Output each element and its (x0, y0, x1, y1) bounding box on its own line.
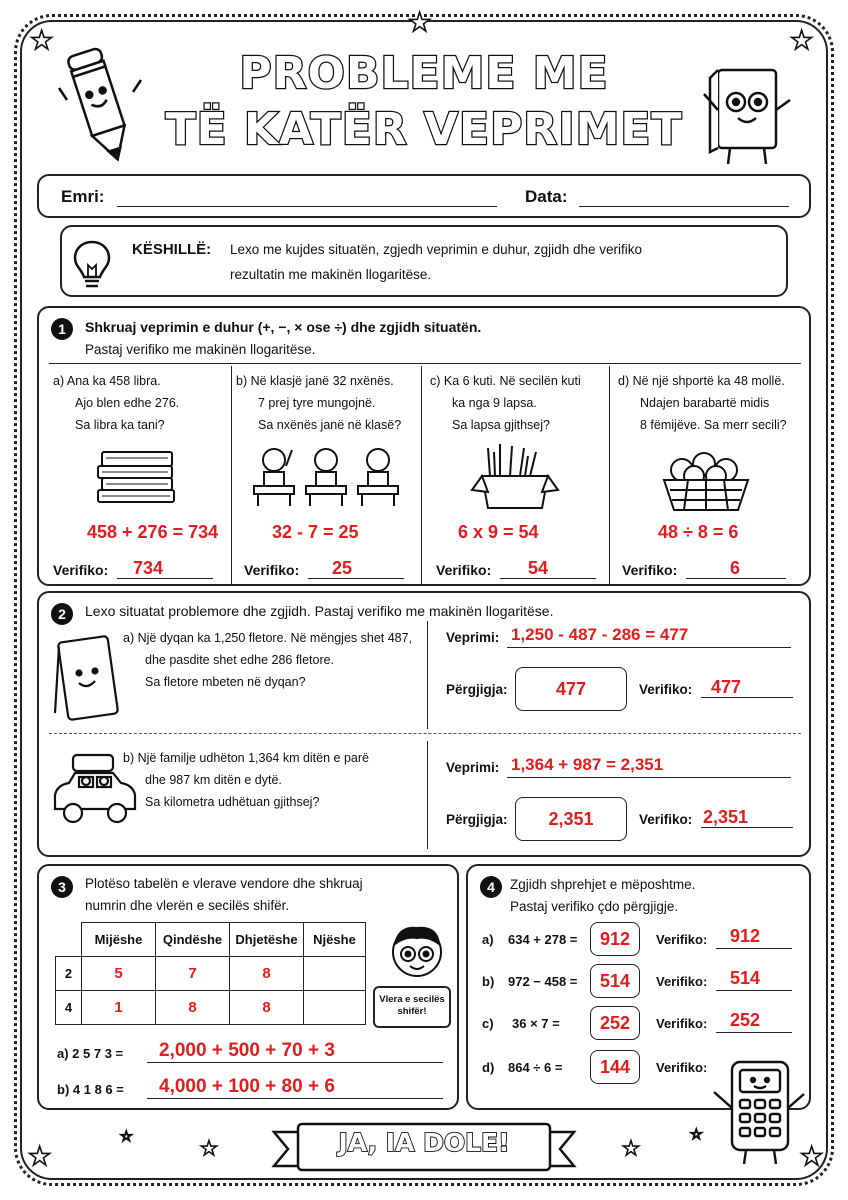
verify-label: Verifiko: (656, 1060, 708, 1075)
problem-text: b) Në klasjë janë 32 nxënës. (236, 374, 394, 388)
operation-line (507, 647, 791, 648)
item-expression: 634 + 278 = (508, 932, 578, 947)
problem-text: ka nga 9 lapsa. (452, 396, 537, 410)
calculator-mascot-icon (706, 1058, 812, 1170)
divider (427, 741, 428, 849)
expanded-line (147, 1062, 443, 1063)
item-expression: 972 − 458 = (508, 974, 578, 989)
answer-box[interactable] (590, 1006, 640, 1040)
star-icon: ★ (408, 8, 432, 38)
answer-value: 912 (599, 928, 631, 949)
books-stack-icon (94, 446, 179, 506)
item-label: c) (482, 1016, 494, 1031)
table-cell[interactable]: 8 (230, 991, 304, 1025)
row-label: 2 (56, 957, 82, 991)
answer-label: Përgjigja: (446, 682, 508, 697)
date-label: Data: (525, 187, 568, 206)
star-icon: ☆ (120, 1129, 133, 1145)
problem-1d (610, 366, 810, 584)
answer-label: Përgjigja: (446, 812, 508, 827)
verify-label: Verifiko: (622, 562, 678, 578)
verify-line (716, 1032, 792, 1033)
name-date-box (37, 174, 811, 218)
lightbulb-icon (72, 239, 112, 291)
verify-label: Verifiko: (639, 682, 693, 697)
answer-box[interactable] (590, 922, 640, 956)
verify-label: Verifiko: (53, 562, 109, 578)
verify-answer[interactable]: 6 (730, 558, 741, 578)
date-field[interactable] (579, 206, 789, 207)
verify-label: Verifiko: (656, 932, 708, 947)
problem-text: Ajo blen edhe 276. (75, 396, 180, 410)
table-cell[interactable] (304, 991, 366, 1025)
problem-text: 8 fëmijëve. Sa merr secili? (640, 418, 787, 432)
table-header-row (56, 923, 366, 957)
expanded-line (147, 1098, 443, 1099)
verify-answer[interactable]: 912 (730, 926, 761, 946)
verify-answer[interactable]: 734 (133, 558, 164, 578)
verify-answer[interactable]: 252 (730, 1010, 761, 1030)
item-expression: 864 ÷ 6 = (508, 1060, 563, 1075)
table-cell[interactable]: 5 (82, 957, 156, 991)
answer-operation[interactable]: 458 + 276 = 734 (87, 522, 219, 542)
verify-line (308, 578, 404, 579)
section-1-number: 1 (51, 318, 73, 340)
divider (427, 621, 428, 729)
operation-answer[interactable]: 1,364 + 987 = 2,351 (511, 755, 664, 774)
section-4-title-2: Pastaj verifiko çdo përgjigje. (510, 899, 679, 914)
answer-box[interactable] (515, 797, 627, 841)
problem-text: a) Ana ka 458 libra. (53, 374, 161, 388)
problem-text: Sa libra ka tani? (75, 418, 165, 432)
problem-1c (422, 366, 610, 584)
item-expression: 36 × 7 = (512, 1016, 560, 1031)
section-2-number: 2 (51, 603, 73, 625)
verify-label: Verifiko: (656, 974, 708, 989)
problem-text: Sa lapsa gjithsej? (452, 418, 550, 432)
star-icon: ★ (622, 1136, 640, 1160)
table-row (56, 957, 366, 991)
section-3 (37, 864, 459, 1110)
operation-line (507, 777, 791, 778)
section-3-number: 3 (51, 876, 73, 898)
answer-box[interactable] (590, 964, 640, 998)
table-header: Qindëshe (156, 923, 230, 957)
problem-text: d) Në një shportë ka 48 mollë. (618, 374, 785, 388)
section-3-title-2: numrin dhe vlerën e secilës shifër. (85, 898, 290, 913)
footer-banner-text: JA, IA DOLE! (338, 1128, 510, 1157)
expression-row (468, 1006, 813, 1052)
problem-text: 7 prej tyre mungojnë. (258, 396, 376, 410)
expanded-label-a: a) 2 5 7 3 = (57, 1046, 124, 1061)
star-icon: ★ (200, 1136, 218, 1160)
tip-text-2: rezultatin me makinën llogaritëse. (230, 267, 432, 282)
answer-operation[interactable]: 48 ÷ 8 = 6 (658, 522, 739, 542)
expression-row (468, 964, 813, 1010)
verify-answer[interactable]: 25 (332, 558, 353, 578)
row-label: 4 (56, 991, 82, 1025)
operation-answer[interactable]: 1,250 - 487 - 286 = 477 (511, 625, 689, 644)
verify-answer[interactable]: 2,351 (703, 807, 749, 827)
problem-text: Sa nxënës janë në klasë? (258, 418, 402, 432)
section-1-subtitle: Pastaj verifiko me makinën llogaritëse. (85, 342, 316, 357)
expanded-answer-a[interactable]: 2,000 + 500 + 70 + 3 (159, 1040, 335, 1061)
name-field[interactable] (117, 206, 497, 207)
section-2 (37, 591, 811, 857)
verify-label: Verifiko: (639, 812, 693, 827)
star-icon: ★ (800, 1142, 824, 1172)
title-line-2: TË KATËR VEPRIMET (165, 104, 683, 155)
operation-label: Veprimi: (446, 760, 500, 775)
problem-1a (39, 366, 232, 584)
answer-value: 477 (555, 678, 587, 699)
tip-label: KËSHILLË: (132, 241, 212, 258)
problem-text: Sa fletore mbeten në dyqan? (145, 675, 306, 689)
section-2-title: Lexo situatat problemore dhe zgjidh. Pastaj verifiko me makinën llogaritëse. (85, 603, 554, 619)
problem-text: dhe 987 km ditën e dytë. (145, 773, 282, 787)
apple-basket-icon (658, 446, 754, 512)
answer-value: 2,351 (548, 808, 594, 829)
verify-line (716, 948, 792, 949)
problem-text: b) Një familje udhëton 1,364 km ditën e parë (123, 751, 369, 765)
section-4-title-1: Zgjidh shprehjet e mëposhtme. (510, 877, 696, 892)
problem-1b (232, 366, 422, 584)
section-1-title: Shkruaj veprimin e duhur (+, −, × ose ÷) dhe zgjidh situatën. (85, 319, 482, 335)
section-4-number: 4 (480, 876, 502, 898)
verify-answer[interactable]: 54 (528, 558, 549, 578)
item-label: a) (482, 932, 494, 947)
title-line-1: PROBLEME ME (239, 48, 609, 99)
star-icon: ★ (790, 26, 814, 56)
answer-value: 514 (599, 970, 631, 991)
divider (49, 363, 801, 364)
verify-line (117, 578, 213, 579)
verify-label: Verifiko: (656, 1016, 708, 1031)
answer-value: 144 (599, 1056, 631, 1077)
table-corner (56, 923, 82, 957)
problem-text: a) Një dyqan ka 1,250 fletore. Në mëngjes shet 487, (123, 631, 413, 645)
expanded-label-b: b) 4 1 8 6 = (57, 1082, 124, 1097)
tip-box (60, 225, 788, 297)
divider (49, 733, 801, 734)
answer-box[interactable] (515, 667, 627, 711)
problem-text: Ndajen barabartë midis (640, 396, 770, 410)
operation-label: Veprimi: (446, 630, 500, 645)
table-cell[interactable]: 1 (82, 991, 156, 1025)
verify-answer[interactable]: 514 (730, 968, 761, 988)
place-value-table (55, 922, 366, 1025)
name-label: Emri: (61, 187, 105, 206)
section-1 (37, 306, 811, 586)
verify-line (716, 990, 792, 991)
verify-answer[interactable]: 477 (711, 677, 742, 697)
problem-text: dhe pasdite shet edhe 286 fletore. (145, 653, 335, 667)
table-header: Dhjetëshe (230, 923, 304, 957)
table-header: Mijëshe (82, 923, 156, 957)
section-3-title-1: Plotëso tabelën e vlerave vendore dhe shkruaj (85, 876, 363, 891)
tip-text-1: Lexo me kujdes situatën, zgjedh veprimin e duhur, zgjidh dhe verifiko (230, 242, 642, 257)
problem-text: c) Ka 6 kuti. Në secilën kuti (430, 374, 581, 388)
item-label: d) (482, 1060, 495, 1075)
boy-mascot-icon (379, 920, 455, 986)
star-icon: ★ (30, 26, 54, 56)
table-cell[interactable]: 7 (156, 957, 230, 991)
notebook-mascot-icon (49, 633, 119, 723)
answer-box[interactable] (590, 1050, 640, 1084)
table-header: Njëshe (304, 923, 366, 957)
pencil-box-icon (470, 442, 560, 512)
table-cell[interactable]: 8 (156, 991, 230, 1025)
table-row (56, 991, 366, 1025)
table-cell[interactable] (304, 957, 366, 991)
answer-operation[interactable]: 32 - 7 = 25 (272, 522, 359, 542)
expanded-answer-b[interactable]: 4,000 + 100 + 80 + 6 (159, 1076, 335, 1097)
answer-operation[interactable]: 6 x 9 = 54 (458, 522, 539, 542)
star-icon: ☆ (690, 1127, 703, 1143)
verify-label: Verifiko: (436, 562, 492, 578)
expression-row (468, 922, 813, 968)
star-icon: ★ (28, 1142, 52, 1172)
value-sign: Vlera e secilës shifër! (373, 986, 451, 1028)
students-desks-icon (246, 442, 406, 508)
item-label: b) (482, 974, 495, 989)
answer-value: 252 (599, 1012, 631, 1033)
problem-text: Sa kilometra udhëtuan gjithsej? (145, 795, 320, 809)
table-cell[interactable]: 8 (230, 957, 304, 991)
verify-label: Verifiko: (244, 562, 300, 578)
